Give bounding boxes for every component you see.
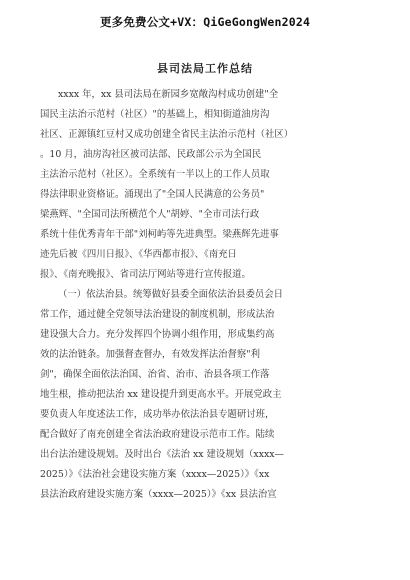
- paragraph-line: 效的法治链条。加强督查督办，有效发挥法治督察"利: [40, 349, 260, 360]
- paragraph-line: 建设强大合力。充分发挥四个协调小组作用，形成集约高: [40, 329, 275, 340]
- header-banner: 更多免费公文+VX：QiGeGongWen2024: [99, 15, 311, 29]
- paragraph-line: 出台法治建设规划。及时出台《法治 xx 建设规划（xxxx—: [40, 449, 284, 460]
- paragraph-line: （一）依法治县。统筹做好县委全面依法治县委员会日: [58, 289, 284, 300]
- paragraph-line: 梁燕辉、"全国司法所横范个人"胡婷、"全市司法行政: [40, 209, 260, 220]
- paragraph-line: 2025）》《法治社会建设实施方案（xxxx—2025）》《xx: [40, 469, 270, 480]
- paragraph-line: 报》、《南充晚报》、省司法厅网站等进行宣传报道。: [40, 269, 251, 280]
- paragraph-line: 常工作，通过健全党领导法治建设的制度机制，形成法治: [40, 309, 275, 320]
- paragraph-line: 。10 月，油房沟社区被司法部、民政部公示为全国民: [40, 149, 262, 160]
- document-title: 县司法局工作总结: [157, 62, 253, 75]
- paragraph-line: 要负责人年度述法工作，成功举办依法治县专题研讨班，: [40, 409, 275, 420]
- paragraph-line: 主法治示范村（社区）。全系统有一半以上的工作人员取: [40, 169, 270, 180]
- paragraph-line: xxxx 年，xx 县司法局在新园乡宽敞沟村成功创建"全: [58, 89, 279, 100]
- document-body: [40, 85, 372, 505]
- paragraph-line: 剑"，确保全面依法治国、治省、治市、治县各项工作落: [40, 369, 270, 380]
- paragraph-line: 系统十佳优秀青年干部"刘柯屿等先进典型。梁燕辉先进事: [40, 229, 279, 240]
- paragraph-line: 迹先后被《四川日报》、《华西都市报》、《南充日: [40, 249, 237, 260]
- paragraph-line: 社区、正源镇红豆村又成功创建全省民主法治示范村（社区）: [40, 129, 294, 140]
- paragraph-line: 县法治政府建设实施方案（xxxx—2025）》《xx 县法治宣: [40, 489, 277, 500]
- paragraph-line: 国民主法治示范村（社区）"的基础上，相知街道油房沟: [40, 109, 270, 120]
- paragraph-line: 配合做好了南充创建全省法治政府建设示范市工作。陆续: [40, 429, 275, 440]
- paragraph-line: 地生根，推动把法治 xx 建设提升到更高水平。开展党政主: [40, 389, 282, 400]
- paragraph-line: 得法律职业资格证。涌现出了"全国人民满意的公务员": [40, 189, 265, 200]
